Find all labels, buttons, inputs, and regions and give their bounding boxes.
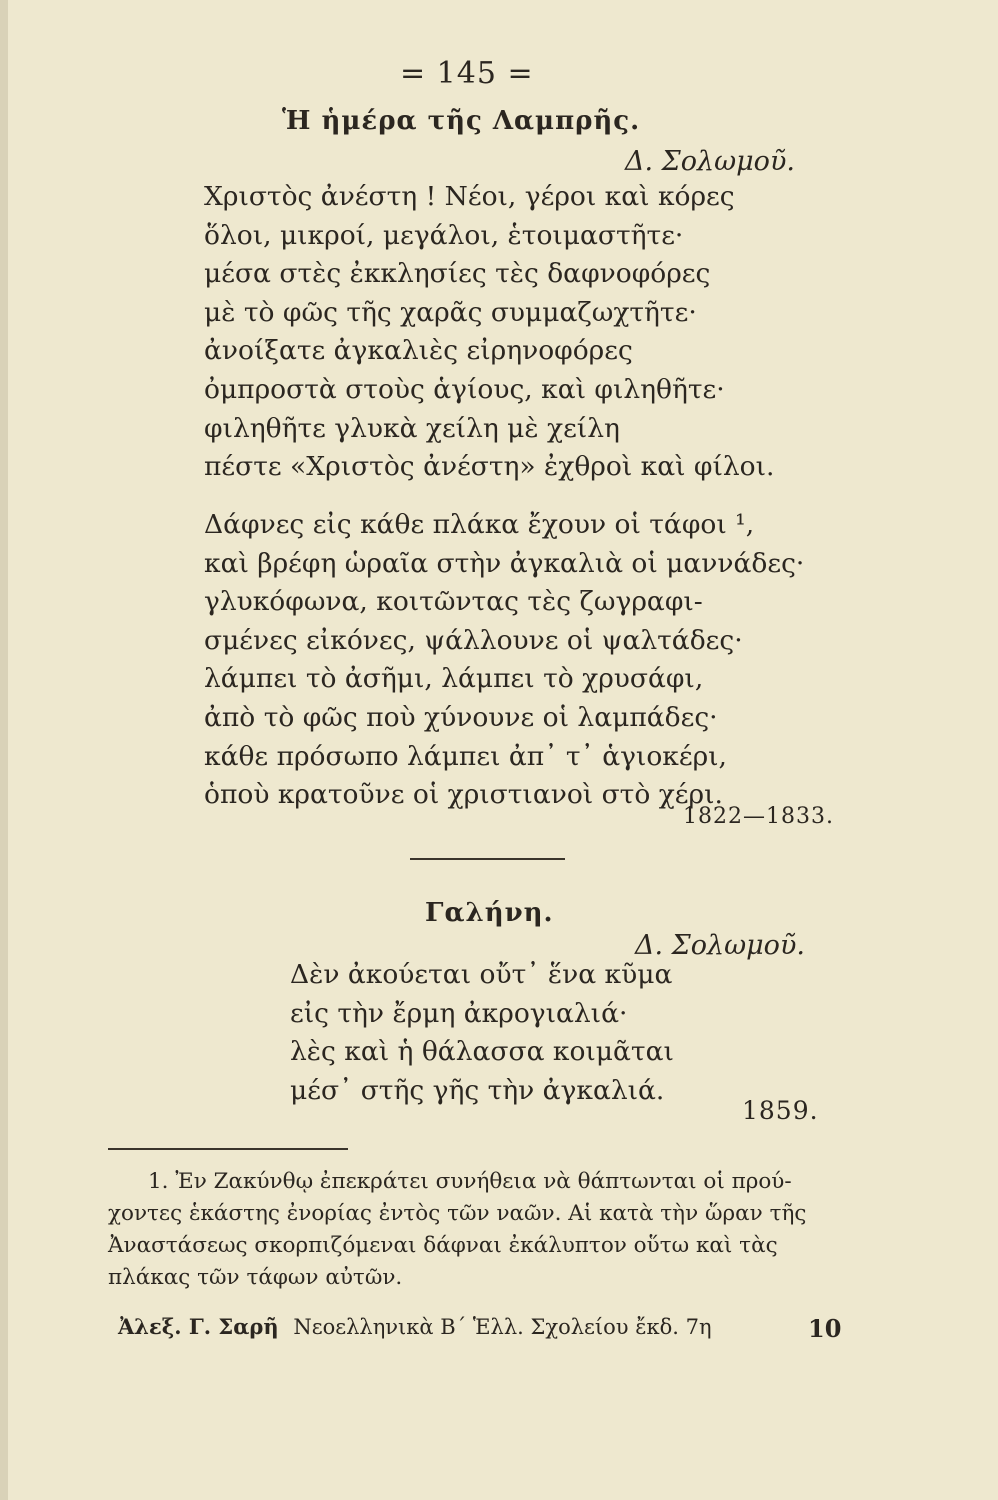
verse-line: ὁποὺ κρατοῦνε οἱ χριστιανοὶ στὸ χέρι. <box>204 779 723 811</box>
poem2-author: Δ. Σολωμοῦ. <box>635 930 805 961</box>
verse-line: μὲ τὸ φῶς τῆς χαρᾶς συμμαζωχτῆτε· <box>204 296 697 328</box>
poem2-title: Γαλήνη. <box>425 898 554 928</box>
footnote-line: χοντες ἑκάστης ἐνορίας ἐντὸς τῶν ναῶν. Αἱ κατὰ τὴν ὥραν τῆς <box>108 1201 807 1226</box>
poem1-author: Δ. Σολωμοῦ. <box>625 146 795 177</box>
verse-line: Χριστὸς ἀνέστη ! Νέοι, γέροι καὶ κόρες <box>204 181 735 212</box>
signature-mark: 10 <box>808 1314 842 1343</box>
poem1-stanza2 <box>204 506 804 815</box>
verse-line: ἀπὸ τὸ φῶς ποὺ χύνουνε οἱ λαμπάδες· <box>204 701 718 733</box>
verse-line: καὶ βρέφη ὡραῖα στὴν ἀγκαλιὰ οἱ μαννάδες· <box>204 547 805 579</box>
verse-line: μέσ᾽ στῆς γῆς τὴν ἀγκαλιά. <box>290 1074 665 1106</box>
verse-line: λάμπει τὸ ἀσῆμι, λάμπει τὸ χρυσάφι, <box>204 663 704 695</box>
footnote-line: 1. Ἐν Ζακύνθῳ ἐπεκράτει συνήθεια νὰ θάπτωνται οἱ πρού- <box>148 1169 792 1194</box>
verse-line: πέστε «Χριστὸς ἀνέστη» ἐχθροὶ καὶ φίλοι. <box>204 451 775 483</box>
footer-author: Ἀλεξ. Γ. Σαρῆ <box>118 1314 279 1339</box>
poem2-year: 1859. <box>742 1096 819 1125</box>
page-footer <box>118 1314 712 1339</box>
verse-line: ἀνοίξατε ἀγκαλιὲς εἰρηνοφόρες <box>204 335 633 367</box>
verse-line: μέσα στὲς ἐκκλησίες τὲς δαφνοφόρες <box>204 258 711 290</box>
footnote-line: πλάκας τῶν τάφων αὐτῶν. <box>108 1265 403 1290</box>
footnote-rule <box>108 1148 348 1150</box>
section-divider <box>410 858 565 860</box>
verse-line: κάθε πρόσωπο λάμπει ἀπ᾽ τ᾽ ἁγιοκέρι, <box>204 740 727 772</box>
verse-line: Δάφνες εἰς κάθε πλάκα ἔχουν οἱ τάφοι ¹, <box>204 509 755 540</box>
poem2-stanza <box>290 956 674 1110</box>
verse-line: γλυκόφωνα, κοιτῶντας τὲς ζωγραφι- <box>204 586 703 618</box>
verse-line: φιληθῆτε γλυκὰ χείλη μὲ χείλη <box>204 412 620 444</box>
verse-line: σμένες εἰκόνες, ψάλλουνε οἱ ψαλτάδες· <box>204 624 743 656</box>
footnote-line: Ἀναστάσεως σκορπιζόμεναι δάφναι ἐκάλυπτον οὕτω καὶ τὰς <box>108 1233 778 1258</box>
verse-line: ὅλοι, μικροί, μεγάλοι, ἑτοιμαστῆτε· <box>204 219 684 251</box>
verse-line: Δὲν ἀκούεται οὔτ᾽ ἕνα κῦμα <box>290 959 673 990</box>
page-binding-edge <box>0 0 8 1500</box>
poem1-stanza1 <box>204 178 774 487</box>
footnote <box>108 1166 806 1294</box>
verse-line: ὀμπροστὰ στοὺς ἁγίους, καὶ φιληθῆτε· <box>204 373 725 405</box>
poem1-title: Ἡ ἡμέρα τῆς Λαμπρῆς. <box>282 106 641 136</box>
poem1-year: 1822—1833. <box>683 804 834 829</box>
verse-line: λὲς καὶ ἡ θάλασσα κοιμᾶται <box>290 1036 674 1068</box>
page-number: = 145 = <box>400 56 534 91</box>
footer-book: Νεοελληνικὰ Β΄ Ἑλλ. Σχολείου ἔκδ. 7η <box>293 1315 712 1339</box>
verse-line: εἰς τὴν ἔρμη ἀκρογιαλιά· <box>290 997 628 1029</box>
